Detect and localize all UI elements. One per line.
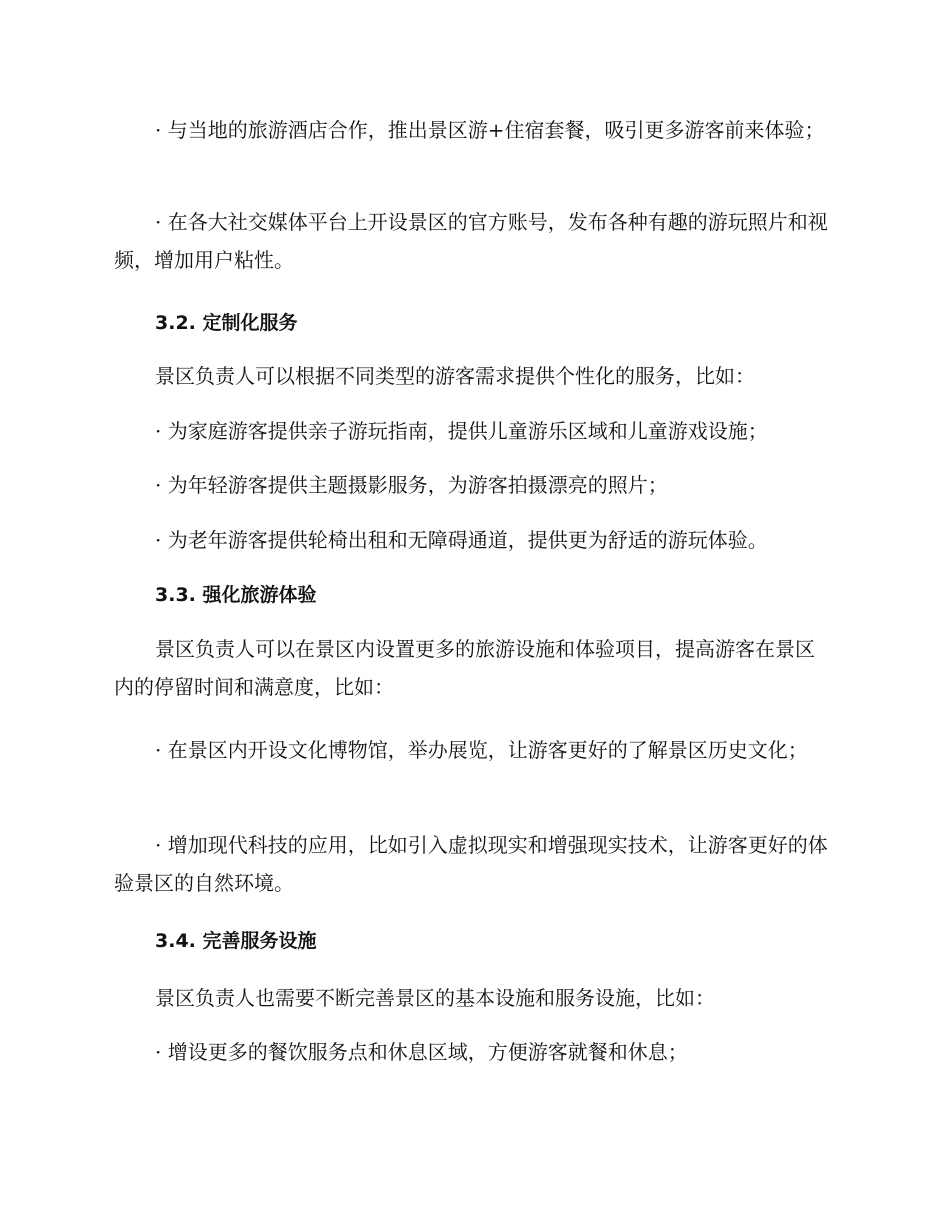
section-heading-3-3: 3.3. 强化旅游体验	[155, 584, 317, 606]
bullet-hotel-package: · 与当地的旅游酒店合作，推出景区游+住宿套餐，吸引更多游客前来体验；	[155, 118, 825, 142]
bullet-modern-tech: · 增加现代科技的应用，比如引入虚拟现实和增强现实技术，让游客更好的体验景区的自然环境。	[114, 833, 828, 895]
paragraph-facilities-intro: 景区负责人也需要不断完善景区的基本设施和服务设施，比如：	[155, 986, 715, 1010]
bullet-dining-rest: · 增设更多的餐饮服务点和休息区域，方便游客就餐和休息；	[155, 1040, 688, 1064]
bullet-culture-museum: · 在景区内开设文化博物馆，举办展览，让游客更好的了解景区历史文化；	[155, 738, 808, 762]
bullet-family-visitors: · 为家庭游客提供亲子游玩指南，提供儿童游乐区域和儿童游戏设施；	[155, 419, 768, 443]
paragraph-custom-service-intro: 景区负责人可以根据不同类型的游客需求提供个性化的服务，比如：	[155, 364, 755, 388]
paragraph-experience-intro: 景区负责人可以在景区内设置更多的旅游设施和体验项目，提高游客在景区内的停留时间和满意度，比如：	[114, 637, 815, 699]
bullet-young-visitors: · 为年轻游客提供主题摄影服务，为游客拍摄漂亮的照片；	[155, 473, 668, 497]
bullet-elderly-visitors: · 为老年游客提供轮椅出租和无障碍通道，提供更为舒适的游玩体验。	[155, 528, 768, 552]
section-heading-3-4: 3.4. 完善服务设施	[155, 930, 317, 952]
section-heading-3-2: 3.2. 定制化服务	[155, 312, 298, 334]
bullet-social-media: · 在各大社交媒体平台上开设景区的官方账号，发布各种有趣的游玩照片和视频，增加用户粘性。	[114, 210, 828, 272]
